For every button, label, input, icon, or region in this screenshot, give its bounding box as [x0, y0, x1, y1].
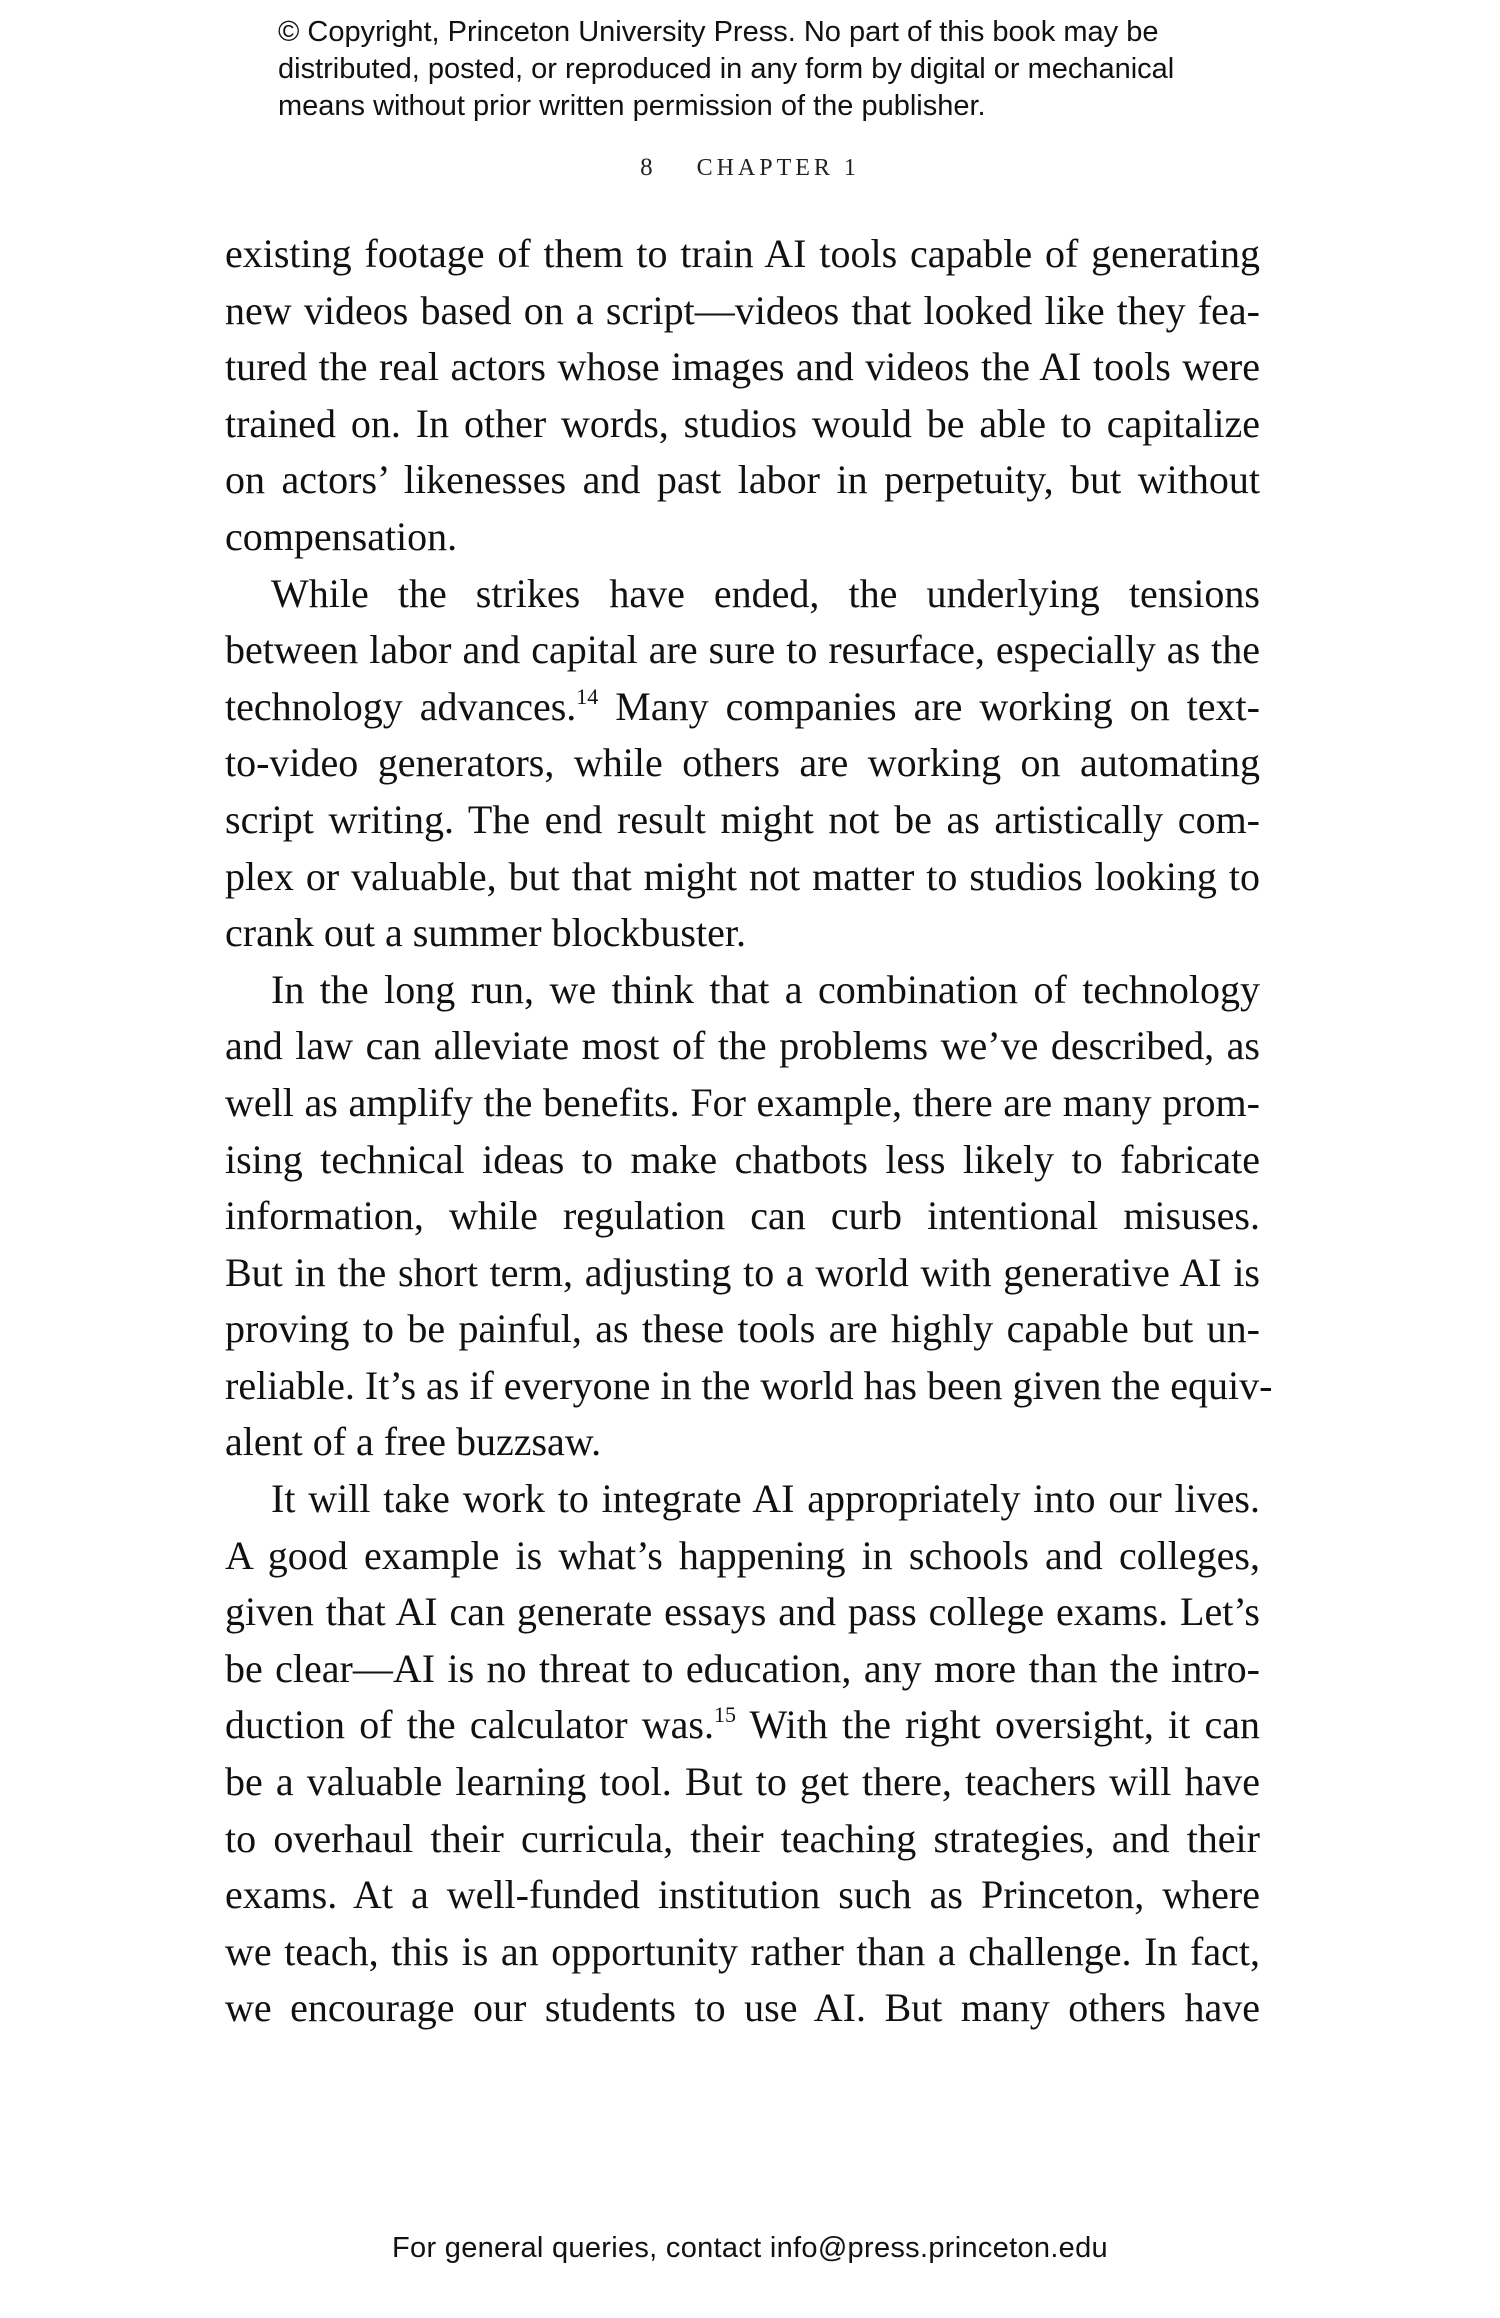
- text-line: crank out a summer blockbuster.: [225, 910, 746, 956]
- text-line: tured the real actors whose images and videos the AI tools were: [225, 344, 1260, 390]
- copyright-notice: [278, 14, 1278, 125]
- text-line: given that AI can generate essays and pass college exams. Let’s: [225, 1589, 1260, 1635]
- text-line: compensation.: [225, 513, 458, 559]
- copyright-line: distributed, posted, or reproduced in any form by digital or mechanical: [278, 53, 1175, 85]
- text-line: alent of a free buzzsaw.: [225, 1419, 602, 1465]
- copyright-line: means without prior written permission of the publisher.: [278, 90, 986, 122]
- text-line-with-footnote: [225, 679, 1260, 736]
- text-line: well as amplify the benefits. For example, there are many prom-: [225, 1079, 1260, 1125]
- text-line: we teach, this is an opportunity rather than a challenge. In fact,: [225, 1928, 1260, 1974]
- text-line: plex or valuable, but that might not matter to studios looking to: [225, 853, 1260, 899]
- text-line: new videos based on a script—videos that looked like they fea-: [225, 287, 1260, 333]
- paragraph-3: [225, 962, 1273, 1471]
- chapter-label: CHAPTER 1: [696, 155, 860, 181]
- paragraph-1: [225, 226, 1260, 566]
- footnote-marker[interactable]: 14: [576, 683, 599, 709]
- text-line: to overhaul their curricula, their teaching strategies, and their: [225, 1815, 1260, 1861]
- text-line: be a valuable learning tool. But to get there, teachers will have: [225, 1759, 1260, 1805]
- text-line: It will take work to integrate AI appropriately into our lives.: [271, 1476, 1260, 1522]
- text-line: ising technical ideas to make chatbots less likely to fabricate: [225, 1136, 1260, 1182]
- text-segment: technology advances.: [225, 683, 577, 729]
- contact-email-link[interactable]: info@press.princeton.edu: [769, 2232, 1108, 2264]
- footer-contact: [0, 2232, 1500, 2265]
- text-segment: With the right oversight, it can: [735, 1702, 1260, 1748]
- text-line: existing footage of them to train AI tools capable of generating: [225, 231, 1260, 276]
- footnote-marker[interactable]: 15: [713, 1702, 736, 1728]
- text-line: A good example is what’s happening in schools and colleges,: [225, 1532, 1260, 1578]
- text-line: While the strikes have ended, the underlying tensions: [271, 570, 1260, 616]
- text-line-with-footnote: [225, 1697, 1260, 1754]
- text-line: But in the short term, adjusting to a world with generative AI is: [225, 1249, 1260, 1295]
- text-line: trained on. In other words, studios would be able to capitalize: [225, 400, 1260, 446]
- text-line: we encourage our students to use AI. But many others have: [225, 1985, 1260, 2031]
- text-line: to-video generators, while others are working on automating: [225, 740, 1260, 786]
- footer-text: For general queries, contact: [392, 2232, 770, 2264]
- paragraph-2: [225, 566, 1260, 962]
- text-line: information, while regulation can curb intentional misuses.: [225, 1193, 1260, 1239]
- text-line: script writing. The end result might not be as artistically com-: [225, 796, 1260, 842]
- copyright-line: © Copyright, Princeton University Press. No part of this book may be: [278, 16, 1159, 48]
- text-segment: duction of the calculator was.: [225, 1702, 714, 1748]
- text-line: proving to be painful, as these tools are highly capable but un-: [225, 1306, 1260, 1352]
- text-line: between labor and capital are sure to resurface, especially as the: [225, 627, 1260, 673]
- text-line: In the long run, we think that a combination of technology: [271, 966, 1260, 1012]
- text-line: reliable. It’s as if everyone in the world has been given the equiv-: [225, 1362, 1273, 1408]
- text-line: on actors’ likenesses and past labor in perpetuity, but without: [225, 457, 1260, 503]
- text-segment: Many companies are working on text-: [598, 683, 1260, 729]
- page-number: 8: [640, 154, 653, 181]
- body-text: [225, 226, 1273, 2037]
- text-line: be clear—AI is no threat to education, any more than the intro-: [225, 1645, 1260, 1691]
- paragraph-4: [225, 1471, 1260, 2037]
- text-line: exams. At a well-funded institution such as Princeton, where: [225, 1872, 1260, 1918]
- text-line: and law can alleviate most of the problems we’ve described, as: [225, 1023, 1260, 1069]
- running-head: [0, 154, 1500, 182]
